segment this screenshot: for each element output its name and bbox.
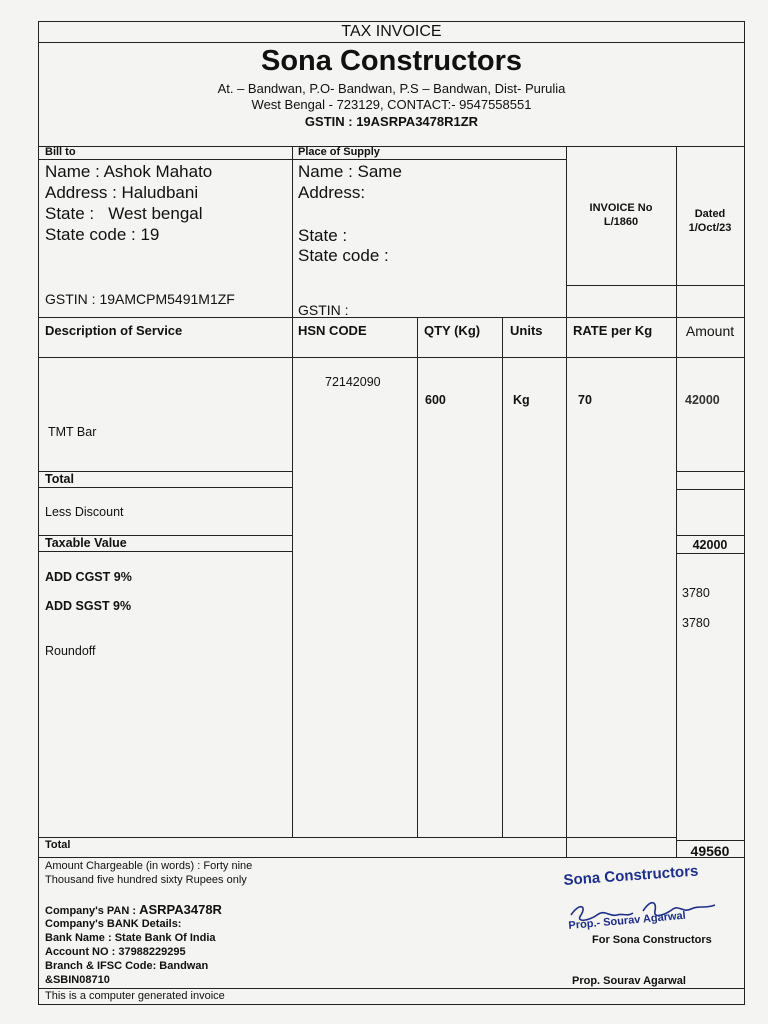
ifsc-code: &SBIN08710 xyxy=(45,974,110,986)
col-header-hsn: HSN CODE xyxy=(298,323,367,338)
for-company-label: For Sona Constructors xyxy=(592,934,712,946)
subtotal-label: Total xyxy=(45,472,74,486)
bill-to-state: State : West bengal xyxy=(45,204,203,223)
supply-name: Name : Same xyxy=(298,162,402,181)
company-name: Sona Constructors xyxy=(260,45,523,77)
proprietor-name: Prop. Sourav Agarwal xyxy=(572,975,686,987)
stamp-company-name: Sona Constructors xyxy=(563,862,699,889)
computer-generated-note: This is a computer generated invoice xyxy=(45,990,225,1002)
col-header-units: Units xyxy=(510,323,543,338)
supply-state-code: State code : xyxy=(298,246,389,265)
invoice-no-label: INVOICE No xyxy=(589,202,653,214)
bill-to-name: Name : Ashok Mahato xyxy=(45,162,213,181)
bank-details-label: Company's BANK Details: xyxy=(45,918,182,930)
item-hsn: 72142090 xyxy=(325,375,381,389)
sgst-label: ADD SGST 9% xyxy=(45,599,132,613)
bill-to-address: Address : Haludbani xyxy=(45,183,199,202)
less-discount-label: Less Discount xyxy=(45,505,124,519)
pan-label: Company's PAN : xyxy=(45,905,140,917)
doc-title: TAX INVOICE xyxy=(341,23,442,40)
col-header-rate: RATE per Kg xyxy=(573,323,653,338)
dated-label: Dated xyxy=(694,208,726,220)
roundoff-label: Roundoff xyxy=(45,644,96,658)
cgst-label: ADD CGST 9% xyxy=(45,570,132,584)
company-pan xyxy=(45,902,222,917)
sgst-value: 3780 xyxy=(682,616,710,630)
bill-to-gstin: GSTIN : 19AMCPM5491M1ZF xyxy=(45,291,235,307)
taxable-value: 42000 xyxy=(692,538,728,552)
stamp-prop-name: Prop.- Sourav Agarwal xyxy=(568,909,687,932)
branch-ifsc: Branch & IFSC Code: Bandwan xyxy=(45,960,209,972)
amount-in-words-line2: Thousand five hundred sixty Rupees only xyxy=(45,874,247,886)
item-rate: 70 xyxy=(578,393,592,407)
account-number: Account NO : 37988229295 xyxy=(45,946,186,958)
item-unit: Kg xyxy=(513,393,530,407)
pan-value: ASRPA3478R xyxy=(139,902,222,917)
supply-address: Address: xyxy=(298,183,366,202)
invoice-no-value: L/1860 xyxy=(603,216,639,228)
bill-to-state-code: State code : 19 xyxy=(45,225,160,244)
supply-state: State : xyxy=(298,226,348,245)
company-address-line2: West Bengal - 723129, CONTACT:- 9547558551 xyxy=(251,97,532,112)
item-description: TMT Bar xyxy=(48,425,97,439)
supply-gstin: GSTIN : xyxy=(298,302,349,318)
place-of-supply-label: Place of Supply xyxy=(298,146,380,158)
company-address-line1: At. – Bandwan, P.O- Bandwan, P.S – Bandwan, Dist- Purulia xyxy=(217,81,566,96)
item-qty: 600 xyxy=(425,393,446,407)
grand-total-value: 49560 xyxy=(690,843,730,859)
company-gstin: GSTIN : 19ASRPA3478R1ZR xyxy=(304,114,479,129)
taxable-value-label: Taxable Value xyxy=(45,536,127,550)
grand-total-label: Total xyxy=(45,839,71,851)
cgst-value: 3780 xyxy=(682,586,710,600)
col-header-amount: Amount xyxy=(685,323,735,339)
dated-value: 1/Oct/23 xyxy=(688,222,732,234)
item-amount: 42000 xyxy=(685,393,720,407)
col-header-description: Description of Service xyxy=(45,323,183,338)
col-header-qty: QTY (Kg) xyxy=(424,323,481,338)
amount-in-words-line1: Amount Chargeable (in words) : Forty nine xyxy=(45,860,253,872)
bill-to-label: Bill to xyxy=(45,146,76,158)
bank-name: Bank Name : State Bank Of India xyxy=(45,932,216,944)
